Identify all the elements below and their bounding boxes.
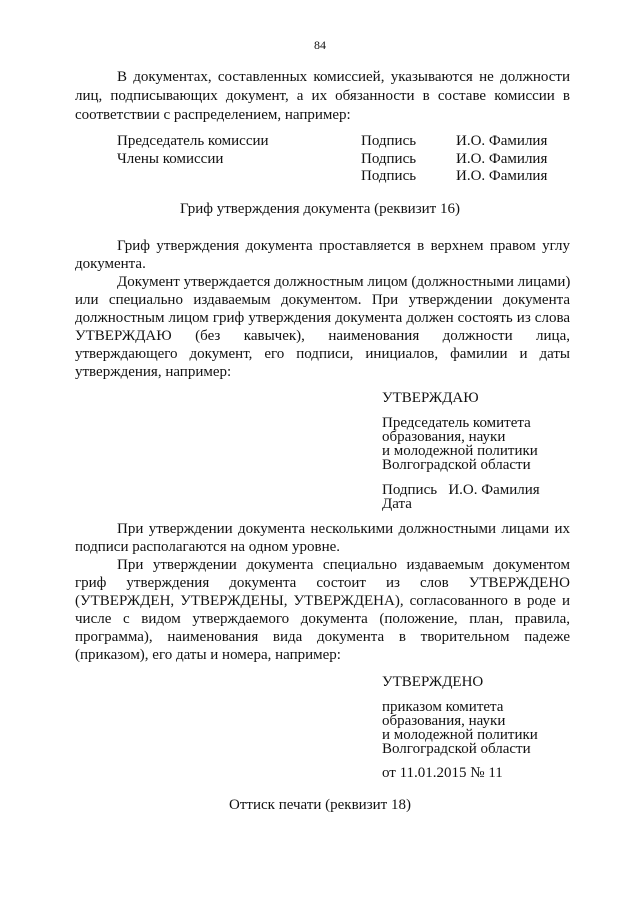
paragraph-line: документа.	[75, 256, 146, 272]
paragraph-line: гриф утверждения документа состоит из слов УТВЕРЖДЕНО	[75, 575, 570, 591]
approving-document-line: Волгоградской области	[382, 741, 531, 757]
approving-document-line: и молодежной политики	[382, 727, 538, 743]
approving-document-line: приказом комитета	[382, 699, 504, 715]
section-heading-seal-imprint: Оттиск печати (реквизит 18)	[229, 797, 411, 813]
approval-date: Дата	[382, 496, 412, 512]
paragraph-line: или специально издаваемым документом. При утверждении документа	[75, 292, 570, 308]
approver-position-line: Председатель комитета	[382, 415, 531, 431]
commission-name: И.О. Фамилия	[456, 133, 548, 149]
approving-document-line: образования, науки	[382, 713, 506, 729]
approver-position-line: и молодежной политики	[382, 443, 538, 459]
paragraph-line: утверждающего документ, его подписи, инициалов, фамилии и даты	[75, 346, 570, 362]
approver-signature-line: Подпись И.О. Фамилия	[382, 482, 540, 498]
commission-signature: Подпись	[361, 151, 417, 167]
paragraph-line: подписи располагаются на одном уровне.	[75, 539, 341, 555]
commission-role: Председатель комиссии	[117, 133, 269, 149]
paragraph-line: утверждения, например:	[75, 364, 232, 380]
paragraph-line: УТВЕРЖДАЮ (без кавычек), наименования должности лица,	[75, 328, 570, 344]
page-number: 84	[314, 38, 326, 52]
commission-signature: Подпись	[361, 133, 417, 149]
approver-position-line: образования, науки	[382, 429, 506, 445]
approval-title: УТВЕРЖДАЮ	[382, 390, 479, 406]
paragraph-line: программа), наименования вида документа в творительном падеже	[75, 629, 570, 645]
commission-name: И.О. Фамилия	[456, 151, 548, 167]
paragraph-line: При утверждении документа специально издаваемым документом	[117, 557, 570, 573]
paragraph-line: Документ утверждается должностным лицом (должностными лицами)	[117, 274, 571, 290]
intro-line-1: В документах, составленных комиссией, указываются не должности	[117, 69, 570, 85]
approver-position-line: Волгоградской области	[382, 457, 531, 473]
paragraph-line: числе с видом утверждаемого документа (положение, план, правила,	[75, 611, 570, 627]
paragraph-line: (УТВЕРЖДЕН, УТВЕРЖДЕНЫ, УТВЕРЖДЕНА), согласованного в роде и	[75, 593, 570, 609]
approval-date-number: от 11.01.2015 № 11	[382, 765, 503, 781]
paragraph-line: должностным лицом гриф утверждения документа должен состоять из слова	[75, 310, 570, 326]
approval-title: УТВЕРЖДЕНО	[382, 674, 484, 690]
paragraph-line: Гриф утверждения документа проставляется в верхнем правом углу	[117, 238, 570, 254]
paragraph-line: (приказом), его даты и номера, например:	[75, 647, 341, 663]
section-heading-approval-stamp: Гриф утверждения документа (реквизит 16)	[180, 201, 460, 217]
intro-line-2: лиц, подписывающих документ, а их обязанности в составе комиссии в	[75, 88, 570, 104]
commission-name: И.О. Фамилия	[456, 168, 548, 184]
paragraph-line: При утверждении документа несколькими должностными лицами их	[117, 521, 570, 537]
intro-line-3: соответствии с распределением, например:	[75, 107, 351, 123]
commission-role: Члены комиссии	[117, 151, 224, 167]
commission-signature: Подпись	[361, 168, 417, 184]
